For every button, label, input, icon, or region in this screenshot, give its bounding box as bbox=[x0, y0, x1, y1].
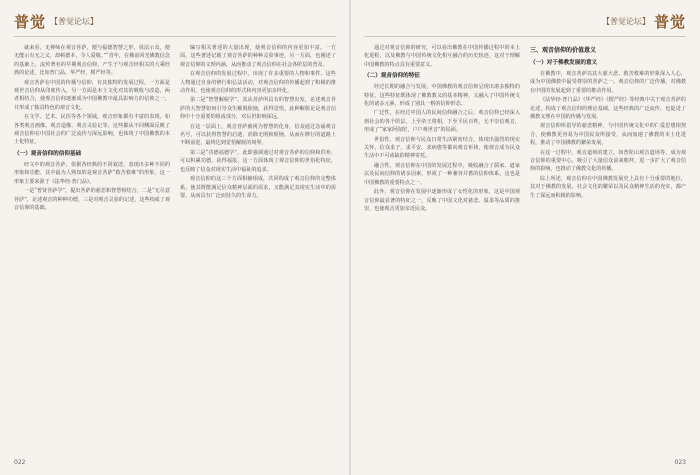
paragraph: 在佛教中，观音菩萨以其大慈大悲、救苦救难的形象深入人心，成为中国佛教中最受尊崇的菩萨之一。观音信仰的广泛传播，对佛教在中国的发展起到了重要的推动作用。 bbox=[530, 71, 686, 94]
text-columns bbox=[14, 44, 336, 451]
section-heading: （一）观音信仰的信仰基础 bbox=[14, 150, 82, 157]
paragraph: 在观音信仰的发展过程中，出现了许多重要的人物和事件。这些人物通过自身的修行和弘法活动，对观音信仰的传播起到了积极的推动作用，也使观音信仰的形式和内容更加多样化。 bbox=[180, 71, 336, 95]
paragraph: 此外，观音信仰在发展中逐渐形成了女性化的形象，这是中国观音信仰最显著的特征之一，反映了中国文化对慈悲、温柔等品质的推崇，也使观音更加亲近民众。 bbox=[364, 189, 520, 212]
column-1 bbox=[14, 44, 170, 451]
paragraph: 一是“普贤菩萨学”，提出菩萨的慈悲和智慧相结合，二是“无尽意菩萨”，论述观音的种种功德，三是对观音灵验的记述，这些构成了观音信仰的基础。 bbox=[14, 188, 170, 211]
paragraph: 在这一层面上，观音菩萨被视为智慧的化身，信众通过念诵观音名号，可以获得智慧的启迪，消除无明和烦恼，从而在修行的道路上不断前进，最终达到觉悟解脱的境界。 bbox=[180, 123, 336, 147]
paragraph: 观音信仰所倡导的慈悲精神，与中国传统文化中的仁爱思想相契合，使佛教更容易为中国民众所接受，从而加速了佛教的本土化进程，推动了中国佛教的繁荣发展。 bbox=[530, 123, 686, 147]
paragraph: 第三是“功德福德学”，此即强调通过对观音菩萨的信仰和供养，可以积累功德，获得福报，这一方面体现了观音信仰的世俗化特征，也反映了信众对现实生活中福祉的追求。 bbox=[180, 149, 336, 173]
paragraph: 《法华经·普门品》《华严经》《楞严经》等经典中关于观音菩萨的论述，构成了观音信仰的理论基础，这些经典的广泛流传，也促进了佛教义理在中国的传播与发展。 bbox=[530, 97, 686, 121]
paragraph: 综上所述，观音信仰在中国佛教发展史上具有十分重要的地位，其对于佛教的发展、社会文化的繁荣以及民众精神生活的充实，都产生了深远而积极的影响。 bbox=[530, 175, 686, 199]
page-header bbox=[14, 10, 102, 32]
paragraph: 观音信仰的这三个方面相辅相成，共同构成了观音信仰的完整体系，使其既能满足信众精神层面的需求，又能满足其现实生活中的需要，从而具有广泛而持久的生命力。 bbox=[180, 176, 336, 199]
publication-logo: 普觉 bbox=[653, 12, 686, 31]
section-heading: （二）观音信仰的特征 bbox=[364, 73, 420, 80]
column-3 bbox=[364, 44, 520, 451]
column-4 bbox=[530, 44, 686, 451]
paragraph: 世俗性，观音信仰与民众日常生活紧密结合，体现出强烈的现实关怀，信众求子、求平安、求病愈等都向观音祈祷，使观音成为民众生活中不可或缺的精神寄托。 bbox=[364, 136, 520, 160]
paragraph: 广泛性，在经过中国人的民间信仰融合之后，观音信仰已经深入到社会的各个阶层，上至帝王将相，下至平民百姓，无不崇信观音，形成了“家家阿弥陀，户户观世音”的局面。 bbox=[364, 110, 520, 134]
column-2 bbox=[180, 44, 336, 451]
paragraph: 在这一过程中，观音道场的建立，如普陀山观音道场等，成为观音信仰的重要中心，吸引了大量信众前来朝拜，进一步扩大了观音信仰的影响，也推动了佛教文化的传播。 bbox=[530, 149, 686, 173]
paragraph: 第二是“智慧解脱学”，其从菩萨所具有的智慧出发，论述观音菩萨的大智慧如何引导众生解脱烦恼，获得觉悟，此种解脱论是观音信仰中十分重要的组成部分，对后世影响深远。 bbox=[180, 97, 336, 121]
text-columns bbox=[364, 44, 686, 451]
paragraph: 融合性，观音信仰在中国的发展过程中，吸收融合了儒家、道家以及民间信仰的诸多因素，形成了一种兼容并蓄的信仰体系，这也是中国佛教的重要特点之一。 bbox=[364, 162, 520, 186]
chapter-heading: 三、观音信仰的价值意义 bbox=[530, 47, 597, 54]
section-tag: 【普觉论坛】 bbox=[50, 16, 99, 26]
paragraph: 通过对观音信仰的研究，可以看出佛教在中国传播过程中的本土化进程，以及佛教与中国传统文化相互融合的历史轨迹，这对于理解中国佛教的特点具有重要意义。 bbox=[364, 45, 520, 68]
paragraph: 在文学、艺术、民俗等各个领域，观音形象都有丰富的表现，如各类观音画像、观音造像、观音灵验记等，这些都从不同侧面反映了观音信仰在中国社会的广泛流传与深远影响，也体现了中国佛教的本土化特征。 bbox=[14, 114, 170, 146]
right-page bbox=[350, 0, 700, 475]
paragraph: 经文中的观音菩萨，依据各经典的不同叙述，表现出多种不同的形象和功能，其中最为人熟知的是观音菩萨“救苦救难”的形象，这一形象主要来源于《法华经·普门品》。 bbox=[14, 161, 170, 185]
page-number: 023 bbox=[674, 459, 686, 466]
header-divider bbox=[364, 36, 686, 37]
paragraph: 经过长期的融合与发展，中国佛教的观音信仰呈现出诸多独特的特征，这些特征既体现了佛教教义的基本精神，又融入了中国传统文化的诸多元素，形成了别具一格的信仰形态。 bbox=[364, 84, 520, 108]
section-heading: （一）对于佛教发展的意义 bbox=[530, 60, 598, 66]
page-number: 022 bbox=[14, 459, 26, 466]
page-header bbox=[598, 10, 686, 32]
paragraph: 编写相关著述的大量出现，使观音信仰的内容更加丰富。一方面，这些著述记载了观音菩萨的种种灵验事迹，另一方面，也阐述了观音信仰的义理内涵，从而推动了观音信仰在社会各阶层的普及。 bbox=[180, 45, 336, 68]
header-divider bbox=[14, 36, 336, 37]
publication-logo: 普觉 bbox=[14, 12, 47, 31]
paragraph: 就来看，无禅师在观音菩萨，便与福德智慧之形，说法示众，便无能示有无之义，却顿德本，令人爱敬。”“昔年，在佛前回光佛教信念的基础上，流传著名的早期观音信仰，产生于与观音经相关的大乘经典的论述，比如普门品，华严经，楞严经等。 bbox=[14, 45, 170, 77]
paragraph: 观音菩萨在中国的传播与信仰，有其独特的发展过程。一方面是观世音信仰从印度传入，另一方面是本土文化对其的吸收与改造，两者相结合，使观音信仰逐渐成为中国佛教中最具影响力的信仰之一，并形成了独具特色的观音文化。 bbox=[14, 79, 170, 111]
section-tag: 【普觉论坛】 bbox=[601, 16, 650, 26]
